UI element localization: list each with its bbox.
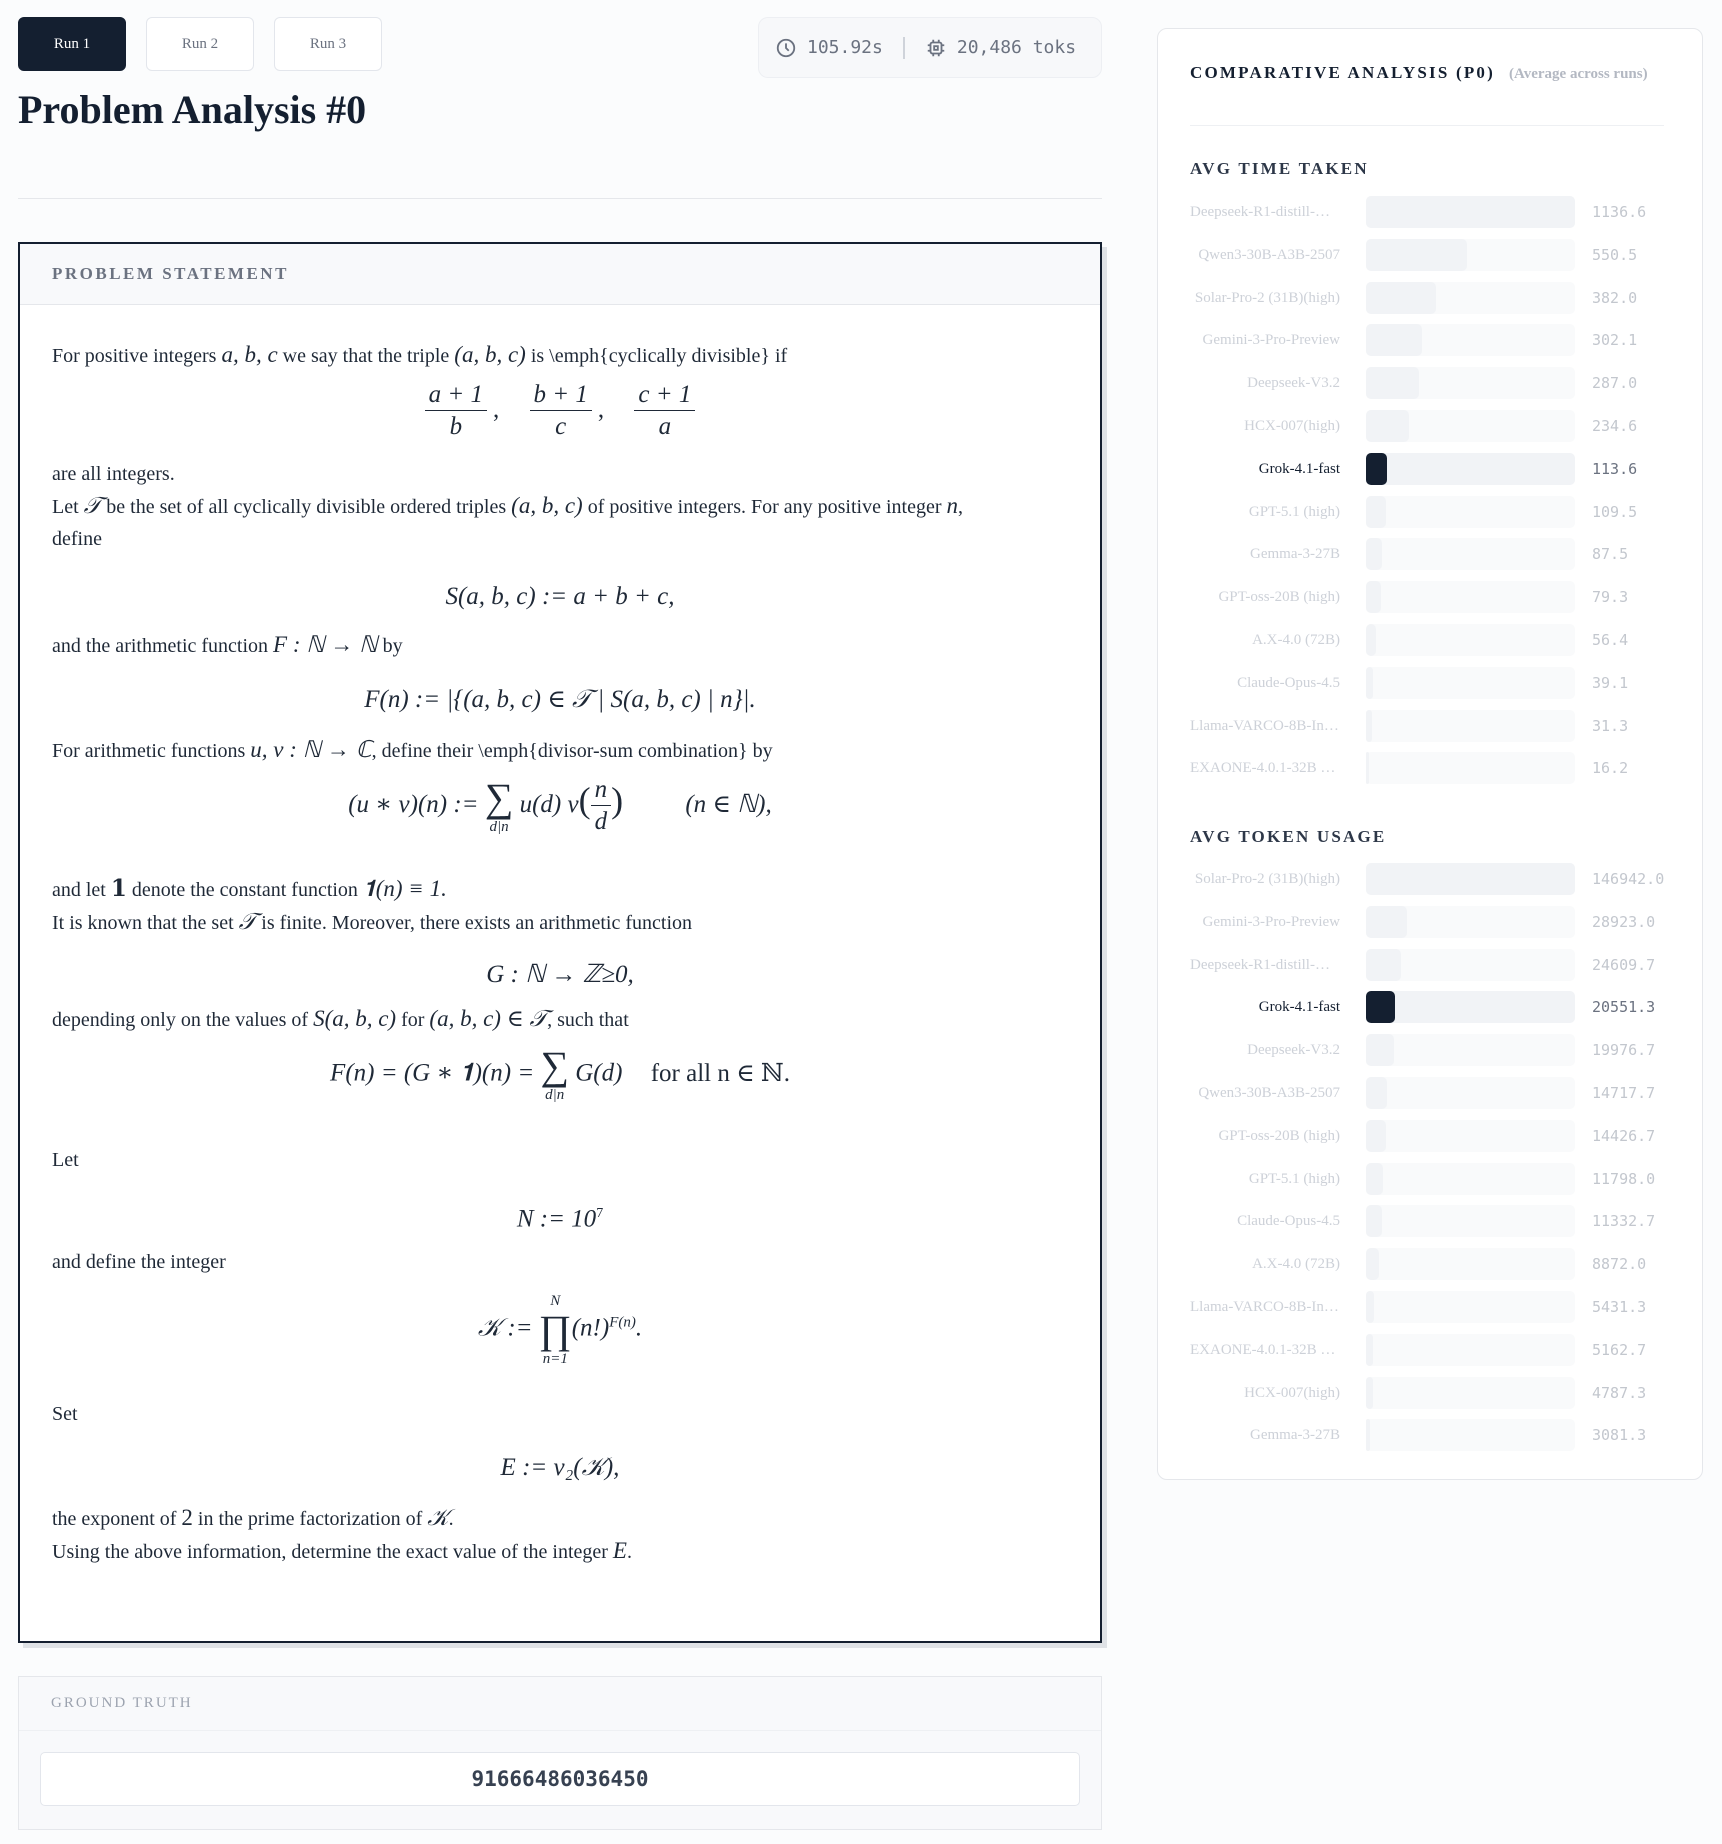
model-label: Gemma-3-27B — [1250, 1427, 1340, 1444]
model-label: Llama-VARCO-8B-In… — [1190, 1299, 1339, 1315]
bar-fill — [1366, 196, 1575, 228]
model-label: GPT-oss-20B (high) — [1218, 589, 1340, 606]
model-label: HCX-007(high) — [1244, 1384, 1340, 1401]
bar-track — [1366, 196, 1575, 228]
bar-track — [1366, 752, 1575, 784]
bar-row — [1158, 752, 1704, 784]
bar-fill — [1366, 1034, 1394, 1066]
bar-value: 16.2 — [1592, 759, 1629, 778]
paragraph: the exponent of 2 in the prime factorization of 𝒦. — [52, 1505, 454, 1530]
bar-value: 302.1 — [1592, 331, 1638, 350]
model-label: Solar-Pro-2 (31B)(high) — [1194, 289, 1340, 306]
bar-row — [1158, 496, 1704, 528]
bar-track — [1366, 1419, 1575, 1451]
bar-fill — [1366, 624, 1376, 656]
comparative-divider — [1190, 125, 1664, 126]
bar-row — [1158, 1419, 1704, 1451]
bar-value: 11798.0 — [1592, 1169, 1656, 1188]
equation-F: F(n) := |{(a, b, c) ∈ 𝒯 | S(a, b, c) | n}|. — [364, 686, 756, 713]
bar-value: 234.6 — [1592, 417, 1638, 435]
paragraph: It is known that the set 𝒯 is finite. Moreover, there exists an arithmetic function — [52, 909, 692, 934]
bar-row — [1158, 324, 1704, 356]
avg-token-title: AVG TOKEN USAGE — [1190, 827, 1387, 846]
bar-track — [1366, 1248, 1575, 1280]
bar-row — [1158, 1377, 1704, 1409]
bar-value: 20551.3 — [1592, 998, 1656, 1017]
bar-row — [1158, 906, 1704, 938]
bar-track — [1366, 367, 1575, 399]
bar-track — [1366, 1163, 1575, 1195]
bar-row — [1158, 710, 1704, 742]
problem-statement-body — [20, 305, 1100, 1568]
model-label: GPT-oss-20B (high) — [1218, 1127, 1340, 1144]
paragraph: Set — [52, 1403, 78, 1425]
bar-value: 5431.3 — [1592, 1298, 1647, 1316]
model-label: Gemma-3-27B — [1250, 546, 1340, 563]
paragraph: Let — [52, 1149, 79, 1171]
paragraph: For positive integers a, b, c we say that the triple (a, b, c) is \emph{cyclically divisible} if — [52, 342, 788, 367]
ground-truth-header: GROUND TRUTH — [19, 1677, 1101, 1731]
bar-value: 1136.6 — [1592, 203, 1647, 221]
bar-value: 5162.7 — [1592, 1340, 1647, 1359]
bar-row — [1158, 239, 1704, 271]
bar-row — [1158, 538, 1704, 570]
bar-track — [1366, 949, 1575, 981]
bar-value: 39.1 — [1592, 673, 1629, 692]
bar-track — [1366, 1077, 1575, 1109]
model-label: GPT-5.1 (high) — [1248, 503, 1340, 520]
bar-fill — [1366, 1291, 1374, 1323]
bar-row — [1158, 367, 1704, 399]
clock-icon — [775, 37, 797, 59]
bar-row — [1158, 1291, 1704, 1323]
bar-track — [1366, 863, 1575, 895]
bar-fill — [1366, 1419, 1370, 1451]
title-divider — [18, 198, 1102, 199]
model-label: Deepseek-V3.2 — [1247, 1042, 1340, 1059]
bar-value: 24609.7 — [1592, 955, 1656, 974]
equation-N: N := $10^7$ — [516, 1205, 604, 1233]
page-title: Problem Analysis #0 — [18, 87, 367, 132]
bar-track — [1366, 1034, 1575, 1066]
paragraph: For arithmetic functions u, v : ℕ → ℂ, define their \emph{divisor-sum combination} by — [52, 737, 773, 762]
bar-row — [1158, 196, 1704, 228]
bar-row — [1158, 949, 1704, 981]
bar-fill — [1366, 667, 1373, 699]
bar-fill — [1366, 1248, 1379, 1280]
bar-value: 382.0 — [1592, 288, 1638, 307]
bar-track — [1366, 581, 1575, 613]
bar-row — [1158, 453, 1704, 485]
bar-row — [1158, 667, 1704, 699]
bar-fill — [1366, 906, 1407, 938]
bar-fill — [1366, 1205, 1382, 1237]
bar-row — [1158, 282, 1704, 314]
paragraph: Using the above information, determine the exact value of the integer E. — [52, 1538, 632, 1563]
bar-fill — [1366, 949, 1401, 981]
bar-value: 14426.7 — [1592, 1126, 1656, 1145]
equation-fractions: $\frac{a + 1}{b}$ , $\frac{b + 1}{c}$ , $\frac{c + 1}{a}$ — [52, 380, 1068, 446]
bar-value: 109.5 — [1592, 502, 1638, 521]
ground-truth-card — [18, 1676, 1102, 1830]
bar-row — [1158, 1334, 1704, 1366]
bar-fill — [1366, 239, 1467, 271]
paragraph: are all integers. — [52, 463, 175, 485]
run-1-button[interactable]: Run 1 — [18, 17, 126, 71]
equation-convolution: (u ∗ v)(n) := ∑ d|n u(d) v( $\frac{n}{d}$ ) (n ∈ ℕ), — [348, 774, 772, 835]
comparative-subtitle: (Average across runs) — [1509, 66, 1648, 82]
model-label: Deepseek-R1-distill-… — [1190, 956, 1330, 973]
bar-row — [1158, 1077, 1704, 1109]
model-label: A.X-4.0 (72B) — [1252, 632, 1340, 648]
model-label: Gemini-3-Pro-Preview — [1202, 913, 1340, 930]
paragraph: Let 𝒯 be the set of all cyclically divisible ordered triples (a, b, c) of positive integers. For any positive integer n, define — [52, 493, 964, 550]
bar-track — [1366, 453, 1575, 485]
cpu-chip-icon — [925, 37, 947, 59]
bar-track — [1366, 1291, 1575, 1323]
bar-track — [1366, 282, 1575, 314]
bar-value: 11332.7 — [1592, 1212, 1656, 1231]
bar-fill — [1366, 410, 1409, 442]
time-value: 105.92s — [807, 37, 883, 58]
bar-value: 19976.7 — [1592, 1041, 1656, 1060]
bar-row — [1158, 410, 1704, 442]
equation-G: G : ℕ → ℤ≥0, — [486, 961, 634, 988]
bar-row — [1158, 1120, 1704, 1152]
bar-row — [1158, 863, 1704, 895]
bar-fill — [1366, 991, 1395, 1023]
bar-track — [1366, 1377, 1575, 1409]
bar-track — [1366, 496, 1575, 528]
bar-value: 28923.0 — [1592, 912, 1656, 931]
run-2-button[interactable]: Run 2 — [146, 17, 254, 71]
model-label: Gemini-3-Pro-Preview — [1202, 332, 1340, 349]
bar-fill — [1366, 324, 1422, 356]
model-label: Qwen3-30B-A3B-2507 — [1198, 246, 1340, 263]
bar-track — [1366, 710, 1575, 742]
bar-value: 3081.3 — [1592, 1426, 1647, 1445]
run-tabs — [18, 17, 382, 71]
model-label: Claude-Opus-4.5 — [1237, 1213, 1340, 1230]
equation-K: 𝒦 := N ∏ n=1 $(n!)^{F(n)}$. — [477, 1293, 643, 1367]
avg-time-title: AVG TIME TAKEN — [1190, 159, 1369, 178]
bar-value: 56.4 — [1592, 631, 1629, 649]
equation-S: S(a, b, c) := a + b + c, — [445, 583, 675, 610]
bar-value: 14717.7 — [1592, 1084, 1656, 1102]
bar-value: 87.5 — [1592, 545, 1629, 564]
paragraph: and define the integer — [52, 1251, 226, 1273]
bar-row — [1158, 624, 1704, 656]
problem-statement-card — [18, 242, 1102, 1643]
bar-value: 550.5 — [1592, 245, 1638, 264]
bar-fill — [1366, 581, 1381, 613]
bar-row — [1158, 1205, 1704, 1237]
problem-statement-header: PROBLEM STATEMENT — [20, 244, 1100, 305]
model-label: Grok-4.1-fast — [1258, 460, 1340, 477]
comparative-analysis-panel — [1157, 28, 1703, 1480]
bar-value: 146942.0 — [1592, 870, 1665, 888]
bar-value: 113.6 — [1592, 459, 1638, 478]
bar-track — [1366, 1334, 1575, 1366]
bar-value: 8872.0 — [1592, 1255, 1647, 1274]
run-stats — [758, 17, 1102, 78]
model-label: Deepseek-R1-distill-… — [1190, 204, 1330, 220]
equation-F-G: F(n) = (G ∗ 𝟏)(n) = ∑ d|n G(d) for all n ∈ ℕ. — [330, 1043, 790, 1103]
model-label: Llama-VARCO-8B-In… — [1190, 717, 1339, 734]
bar-row — [1158, 1163, 1704, 1195]
tokens-value: 20,486 toks — [956, 37, 1077, 58]
bar-fill — [1366, 752, 1369, 784]
run-3-button[interactable]: Run 3 — [274, 17, 382, 71]
model-label: HCX-007(high) — [1244, 418, 1340, 434]
model-label: Claude-Opus-4.5 — [1237, 674, 1340, 691]
bar-track — [1366, 991, 1575, 1023]
model-label: A.X-4.0 (72B) — [1252, 1256, 1340, 1273]
bar-row — [1158, 1034, 1704, 1066]
bar-track — [1366, 1120, 1575, 1152]
stats-separator — [903, 37, 905, 59]
bar-track — [1366, 538, 1575, 570]
paragraph: and let 𝟏 denote the constant function 𝟏(n) ≡ 1. — [52, 876, 447, 901]
bar-track — [1366, 624, 1575, 656]
bar-value: 31.3 — [1592, 716, 1629, 735]
model-label: EXAONE-4.0.1-32B … — [1190, 1341, 1336, 1358]
model-label: EXAONE-4.0.1-32B … — [1190, 760, 1336, 777]
bar-fill — [1366, 710, 1372, 742]
bar-fill — [1366, 282, 1436, 314]
bar-row — [1158, 991, 1704, 1023]
ground-truth-value: 91666486036450 — [40, 1752, 1080, 1806]
bar-row — [1158, 1248, 1704, 1280]
comparative-title — [1190, 59, 1670, 88]
bar-fill — [1366, 496, 1386, 528]
bar-track — [1366, 324, 1575, 356]
bar-fill — [1366, 1077, 1387, 1109]
bar-fill — [1366, 538, 1382, 570]
bar-fill — [1366, 367, 1419, 399]
bar-fill — [1366, 1377, 1373, 1409]
bar-value: 4787.3 — [1592, 1383, 1647, 1402]
bar-row — [1158, 581, 1704, 613]
model-label: Grok-4.1-fast — [1258, 999, 1340, 1016]
bar-value: 287.0 — [1592, 374, 1638, 393]
bar-fill — [1366, 1163, 1383, 1195]
paragraph: and the arithmetic function F : ℕ → ℕ by — [52, 632, 403, 657]
bar-value: 79.3 — [1592, 588, 1629, 607]
bar-fill — [1366, 453, 1387, 485]
bar-fill — [1366, 1120, 1386, 1152]
bar-track — [1366, 906, 1575, 938]
model-label: Deepseek-V3.2 — [1247, 375, 1340, 392]
bar-fill — [1366, 863, 1575, 895]
model-label: Qwen3-30B-A3B-2507 — [1198, 1085, 1340, 1101]
paragraph: depending only on the values of S(a, b, c) for (a, b, c) ∈ 𝒯, such that — [52, 1006, 629, 1031]
comparative-title-main: COMPARATIVE ANALYSIS (P0) — [1190, 63, 1495, 82]
model-label: GPT-5.1 (high) — [1248, 1170, 1340, 1187]
bar-fill — [1366, 1334, 1373, 1366]
model-label: Solar-Pro-2 (31B)(high) — [1194, 871, 1340, 887]
bar-track — [1366, 239, 1575, 271]
equation-E: E := v₂(𝒦), — [500, 1454, 620, 1481]
bar-track — [1366, 410, 1575, 442]
bar-track — [1366, 1205, 1575, 1237]
bar-track — [1366, 667, 1575, 699]
